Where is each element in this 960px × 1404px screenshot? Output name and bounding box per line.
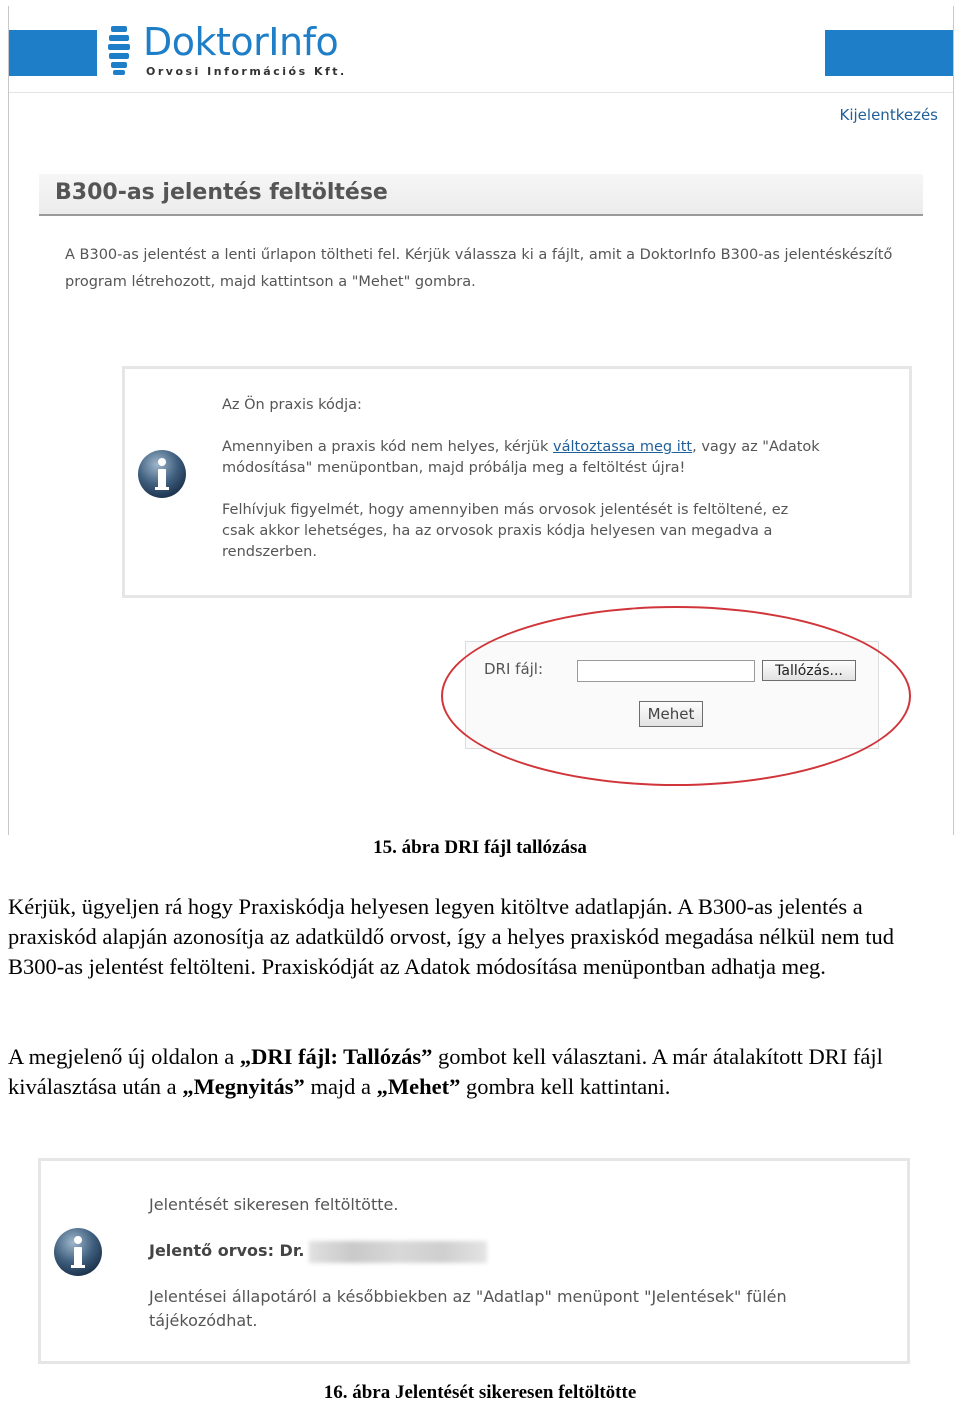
change-code-link[interactable]: változtassa meg itt xyxy=(553,439,693,455)
p2-bold-dri-browse: „DRI fájl: Tallózás” xyxy=(239,1044,433,1069)
screenshot-upload-page xyxy=(8,6,954,835)
info-content xyxy=(222,395,822,584)
status-info-text: Jelentései állapotáról a későbbiekben az "Adatlap" menüpont "Jelentések" fülén tájékozódhat. xyxy=(149,1287,787,1330)
submit-button[interactable]: Mehet xyxy=(639,701,703,727)
info-icon xyxy=(51,1225,105,1279)
info-box xyxy=(122,366,912,598)
highlight-ellipse xyxy=(441,606,911,786)
info-icon xyxy=(135,447,189,501)
reporting-doctor xyxy=(149,1239,869,1263)
p2-text-4: gombra kell kattintani. xyxy=(460,1074,671,1099)
dri-file-label: DRI fájl: xyxy=(484,660,544,678)
intro-text: A B300-as jelentést a lenti űrlapon töltheti fel. Kérjük válassza ki a fájlt, amit a DoktorInfo B300-as jelentéskészítő program létrehozott, majd kattintson a "Mehet" gombra. xyxy=(65,247,893,290)
figure-caption-15: 15. ábra DRI fájl tallózása xyxy=(373,837,587,858)
paragraph-upload-steps xyxy=(8,1042,952,1102)
wrong-code-text xyxy=(222,437,822,479)
logo-name: DoktorInfo xyxy=(143,20,339,64)
logout-link[interactable]: Kijelentkezés xyxy=(839,106,938,124)
p2-text-3: majd a xyxy=(304,1074,377,1099)
paragraph-praxis-code: Kérjük, ügyeljen rá hogy Praxiskódja helyesen legyen kitöltve adatlapján. A B300-as jelentés a praxiskód alapján azonosítja az adatküldő orvost, így a helyes praxiskód megadása nélkül nem tud B300-as jelentést feltölteni. Praxiskódját az Adatok módosítása menüpontban adhatja meg. xyxy=(8,894,895,979)
p2-text-1: A megjelenő új oldalon a xyxy=(8,1044,240,1069)
success-content xyxy=(149,1193,869,1333)
p2-bold-mehet: „Mehet” xyxy=(376,1074,461,1099)
page-title-bar xyxy=(39,174,923,216)
notice-text: Felhívjuk figyelmét, hogy amennyiben más orvosok jelentését is feltöltené, ez csak akkor lehetséges, ha az orvosok praxis kódja helyesen van megadva a rendszerben. xyxy=(222,502,789,560)
p2-text-2: gombot kell választani. A már átalakított DRI fájl kiválasztása után a xyxy=(8,1044,883,1099)
figure-caption-16: 16. ábra Jelentését sikeresen feltöltötte xyxy=(323,1382,637,1403)
doctor-label: Jelentő orvos: Dr. xyxy=(149,1241,305,1260)
browse-button[interactable]: Tallózás... xyxy=(762,660,856,681)
header-divider xyxy=(9,92,953,93)
wrong-code-after: , vagy az "Adatok módosítása" menüpontban, majd próbálja meg a feltöltést újra! xyxy=(222,439,820,476)
screenshot-success xyxy=(38,1158,910,1364)
header-bar-right xyxy=(825,30,953,76)
logo-subtitle: Orvosi Információs Kft. xyxy=(146,65,347,78)
site-header xyxy=(9,6,953,78)
success-message: Jelentését sikeresen feltöltötte. xyxy=(149,1195,399,1214)
header-bar-left xyxy=(9,30,97,76)
praxis-code-label: Az Ön praxis kódja: xyxy=(222,397,362,413)
p2-bold-open: „Megnyitás” xyxy=(182,1074,305,1099)
spine-logo-icon xyxy=(101,24,135,76)
page-title: B300-as jelentés feltöltése xyxy=(55,180,388,205)
wrong-code-before: Amennyiben a praxis kód nem helyes, kérjük xyxy=(222,439,554,455)
blurred-doctor-name xyxy=(309,1241,487,1263)
